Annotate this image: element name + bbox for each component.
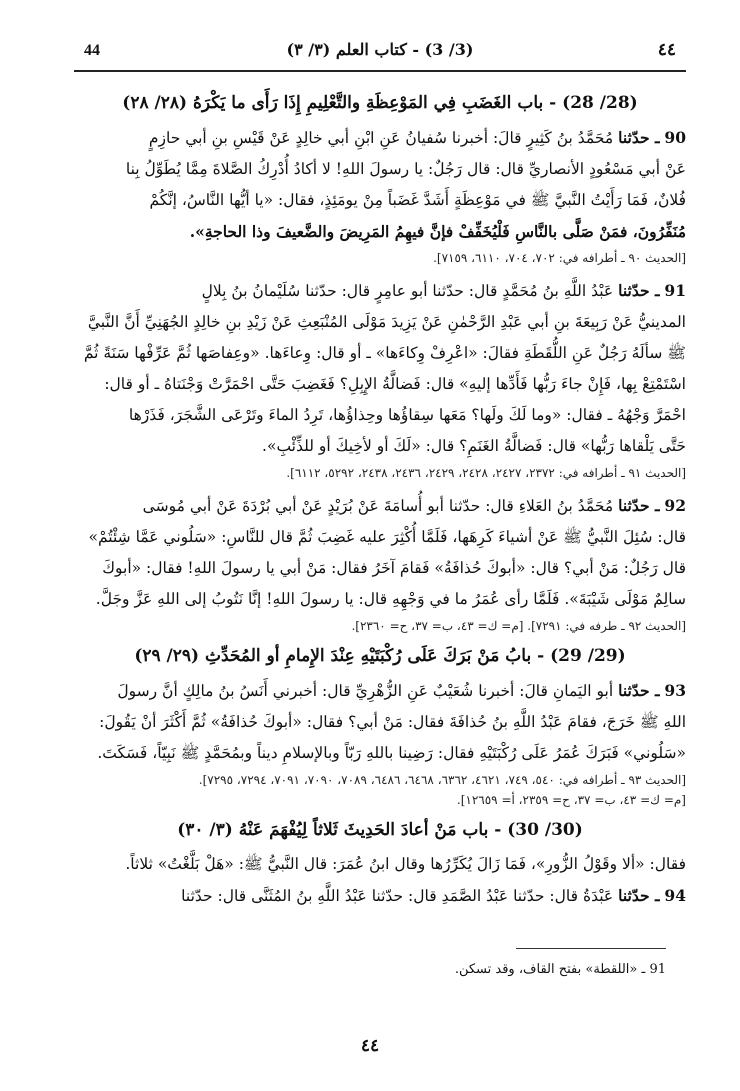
hadith-cross-references: [الحديث ٩٣ ـ أطرافه في: ٥٤٠، ٧٤٩، ٤٦٢١، ٦٣٦٢، ٦٤٦٨، ٦٤٨٦، ٧٠٨٩، ٧٠٩٠، ٧٠٩١، ٧٢٩٤، ٧٢٩٥]. — [198, 773, 686, 787]
hadith-lead: حدّثنا — [618, 886, 650, 905]
page-header — [74, 36, 686, 72]
hadith-text-line: مُحَمَّدُ بنُ العَلاءِ قال: حدّثنا أبو أُسامَةَ عَنْ بُرَيْدٍ عَنْ أبي بُرْدَةَ عَنْ أبي مُوسَى — [142, 497, 614, 515]
hadith-text-line: المدينيُّ عَنْ رَبِيعَةَ بنِ أبي عَبْدِ الرَّحْمٰنِ عَنْ يَزِيدَ مَوْلَى المُنْبَعِثِ عَنْ زَيْدِ بنِ خالِدٍ الجُهَنِيِّ أَنَّ النَّبيَّ — [87, 313, 686, 331]
hadith-text-line: سالِمٌ مَوْلَى شَيْبَةَ». فَلَمَّا رأى عُمَرُ ما في وَجْهِهِ قال: يا رسولَ اللهِ! إنَّا نَتُوبُ إلى اللهِ عَزَّ وجَلَّ. — [95, 590, 686, 608]
hadith-number: 90 — [664, 128, 686, 147]
hadith-cross-references: [الحديث ٩١ ـ أطرافه في: ٢٣٧٢، ٢٤٢٧، ٢٤٢٨، ٢٤٢٩، ٢٤٣٦، ٢٤٣٨، ٥٢٩٢، ٦١١٢]. — [286, 466, 686, 480]
hadith-text-line: فُلانٌ، فَمَا رَأَيْتُ النَّبيَّ ﷺ في مَوْعِظَةٍ أَشَدَّ غَضَباً مِنْ يومَئِذٍ، فقال: «يا أيُّها النَّاسُ، إنَّكُمْ — [149, 191, 686, 209]
hadith-lead: حدّثنا — [618, 681, 650, 700]
page-number-arabic: ٤٤ — [657, 40, 676, 60]
page-number-latin: 44 — [84, 42, 100, 59]
hadith-text-line: أبو اليَمانِ قالَ: أخبرنا شُعَيْبٌ عَنِ الزُّهْرِيِّ قال: أخبرني أَنَسُ بنُ مالِكٍ أنَّ رسولَ — [117, 682, 614, 700]
hadith-90: 90 ـ حدّثنا مُحَمَّدُ بنُ كَثِيرٍ قالَ: أخبرنا سُفيانُ عَنِ ابْنِ أبي خالِدٍ عَنْ قَيْسِ بنِ أبي حازِمٍ عَنْ أبي مَسْعُودٍ الأنصاريِّ قال: قال رَجُلٌ: يا رسولَ اللهِ! لا أكادُ أُدْرِكُ الصَّلاةَ مِمَّا يُطَوِّلُ بِنا فُلانٌ، فَمَا رَأَيْتُ النَّبيَّ ﷺ في مَوْعِظَةٍ أَشَدَّ غَضَباً مِنْ يومَئِذٍ، فقال: «يا أيُّها النَّاسُ، إنَّكُمْ مُنَفِّرُونَ، فمَنْ صَلَّى بالنَّاسِ فَلْيُخَفِّفْ فإنَّ فيهِمُ المَرِيضَ والضَّعيفَ وذا الحاجةِ». [الحديث ٩٠ ـ أطرافه في: ٧٠٢، ٧٠٤، ٦١١٠، ٧١٥٩]. — [74, 122, 686, 267]
hadith-cross-references: [الحديث ٩٠ ـ أطرافه في: ٧٠٢، ٧٠٤، ٦١١٠، ٧١٥٩]. — [433, 251, 686, 265]
hadith-text-line: مُحَمَّدُ بنُ كَثِيرٍ قالَ: أخبرنا سُفيانُ عَنِ ابْنِ أبي خالِدٍ عَنْ قَيْسِ بنِ أبي حازِمٍ — [148, 129, 614, 147]
chapter-30-text: فقال: «ألا وقَوْلُ الزُّورِ»، فَمَا زَالَ يُكَرِّرُها وقال ابنُ عُمَرَ: قال النَّبيُّ ﷺ: «هَلْ بَلَّغْتُ» ثلاثاً. 94 ـ حدّثنا عَبْدَةُ قال: حدّثنا عَبْدُ الصَّمَدِ قال: حدّثنا عَبْدُ اللَّهِ بنُ المُثَنَّى قال: حدّثنا — [74, 849, 686, 912]
hadith-text-line: اللهِ ﷺ خَرَجَ، فقامَ عَبْدُ اللَّهِ بنُ حُذافَةَ فقال: مَنْ أبي؟ فقال: «أبوكَ حُذافَةُ» ثُمَّ أَكْثَرَ أنْ يَقُولَ: — [99, 713, 686, 731]
hadith-text-line: عَنْ أبي مَسْعُودٍ الأنصاريِّ قال: قال رَجُلٌ: يا رسولَ اللهِ! لا أكادُ أُدْرِكُ الصَّلاةَ مِمَّا يُطَوِّلُ بِنا — [125, 160, 686, 178]
hadith-lead: حدّثنا — [618, 281, 650, 300]
page-footer-number: ٤٤ — [360, 1036, 380, 1056]
hadith-number: 91 — [664, 281, 686, 300]
hadith-text-line: اسْتَمْتِعْ بِها، فَإِنْ جاءَ رَبُّها فَأَدِّها إليهِ» قال: فَضالَّةُ الإِبِلِ؟ فَغَضِبَ حَتَّى احْمَرَّتْ وَجْنَتاهُ ـ أو قال: — [104, 375, 686, 393]
hadith-93: 93 ـ حدّثنا أبو اليَمانِ قالَ: أخبرنا شُعَيْبٌ عَنِ الزُّهْرِيِّ قال: أخبرني أَنَسُ بنُ مالِكٍ أنَّ رسولَ اللهِ ﷺ خَرَجَ، فقامَ عَبْدُ اللَّهِ بنُ حُذافَةَ فقال: مَنْ أبي؟ فقال: «أبوكَ حُذافَةُ» ثُمَّ أَكْثَرَ أنْ يَقُولَ: «سَلُوني» فَبَرَكَ عُمَرُ عَلَى رُكْبَتَيْهِ فقال: رَضِينا باللهِ رَبّاً وبالإسلامِ ديناً وبمُحَمَّدٍ ﷺ نَبِيّاً، فَسَكَتَ. [الحديث ٩٣ ـ أطرافه في: ٥٤٠، ٧٤٩، ٤٦٢١، ٦٣٦٢، ٦٤٦٨، ٦٤٨٦، ٧٠٨٩، ٧٠٩٠، ٧٠٩١، ٧٢٩٤، ٧٢٩٥]. [م= ك= ٤٣، ب= ٣٧، ح= ٢٣٥٩، أ= ١٢٦٥٩]. — [74, 675, 686, 809]
hadith-91: 91 ـ حدّثنا عَبْدُ اللَّهِ بنُ مُحَمَّدٍ قال: حدّثنا أبو عامِرٍ قال: حدّثنا سُلَيْمانُ بنُ بِلالٍ المدينيُّ عَنْ رَبِيعَةَ بنِ أبي عَبْدِ الرَّحْمٰنِ عَنْ يَزِيدَ مَوْلَى المُنْبَعِثِ عَنْ زَيْدِ بنِ خالِدٍ الجُهَنِيِّ أَنَّ النَّبيَّ ﷺ سألَهُ رَجُلٌ عَنِ اللُّقَطَةِ فقالَ: «اعْرِفْ وِكاءَها» ـ أو قال: وِعاءَها. «وعِفاصَها ثُمَّ عَرِّفْها سَنَةً ثُمَّ اسْتَمْتِعْ بِها، فَإِنْ جاءَ رَبُّها فَأَدِّها إليهِ» قال: فَضالَّةُ الإِبِلِ؟ فَغَضِبَ حَتَّى احْمَرَّتْ وَجْنَتاهُ ـ أو قال: احْمَرَّ وَجْهُهُ ـ فقال: «وما لَكَ ولَها؟ مَعَها سِقاؤُها وحِذاؤُها، تَرِدُ الماءَ وتَرْعَى الشَّجَرَ، فَذَرْها حَتَّى يَلْقاها رَبُّها» قال: فَضالَّةُ الغَنَمِ؟ قال: «لَكَ أو لأخِيكَ أو للذِّئْبِ». [الحديث ٩١ ـ أطرافه في: ٢٣٧٢، ٢٤٢٧، ٢٤٢٨، ٢٤٢٩، ٢٤٣٦، ٢٤٣٨، ٥٢٩٢، ٦١١٢]. — [74, 275, 686, 482]
hadith-text-line: «سَلُوني» فَبَرَكَ عُمَرُ عَلَى رُكْبَتَيْهِ فقال: رَضِينا باللهِ رَبّاً وبالإسلامِ ديناً وبمُحَمَّدٍ ﷺ نَبِيّاً، فَسَكَتَ. — [97, 744, 686, 762]
chapter-title-30: (30/ 30) - باب مَنْ أعادَ الحَدِيثَ ثَلاثاً لِيُفْهَمَ عَنْهُ (٣/ ٣٠) — [177, 820, 583, 840]
chapter-title-29: (29/ 29) - بابُ مَنْ بَرَكَ عَلَى رُكْبَتَيْهِ عِنْدَ الإِمامِ أو المُحَدِّثِ (٢٩/ ٢٩) — [134, 646, 626, 666]
hadith-text-line: مُنَفِّرُونَ، فمَنْ صَلَّى بالنَّاسِ فَلْيُخَفِّفْ فإنَّ فيهِمُ المَرِيضَ والضَّعيفَ وذا الحاجةِ». — [189, 222, 686, 241]
footnote-divider — [516, 948, 666, 949]
hadith-cross-references: [الحديث ٩٢ ـ طرفه في: ٧٢٩١]. [م= ك= ٤٣، ب= ٣٧، ح= ٢٣٦٠]. — [351, 619, 686, 633]
hadith-number: 94 — [664, 886, 686, 905]
hadith-text-line: فقال: «ألا وقَوْلُ الزُّورِ»، فَمَا زَالَ يُكَرِّرُها وقال ابنُ عُمَرَ: قال النَّبيُّ ﷺ: «هَلْ بَلَّغْتُ» ثلاثاً. — [125, 855, 686, 873]
hadith-text-line: عَبْدُ اللَّهِ بنُ مُحَمَّدٍ قال: حدّثنا أبو عامِرٍ قال: حدّثنا سُلَيْمانُ بنُ بِلالٍ — [201, 282, 614, 300]
page-body — [74, 82, 686, 912]
hadith-text-line: قال رَجُلٌ: مَنْ أبي؟ قال: «أبوكَ حُذافَةُ» فَقامَ آخَرُ فقال: مَنْ أبي يا رسولَ اللهِ! فقال: «أبوكَ — [102, 559, 686, 577]
hadith-lead: حدّثنا — [618, 128, 650, 147]
hadith-text-line: ﷺ سألَهُ رَجُلٌ عَنِ اللُّقَطَةِ فقالَ: «اعْرِفْ وِكاءَها» ـ أو قال: وِعاءَها. «وعِفاصَها ثُمَّ عَرِّفْها سَنَةً ثُمَّ — [83, 344, 686, 362]
hadith-cross-references-2: [م= ك= ٤٣، ب= ٣٧، ح= ٢٣٥٩، أ= ١٢٦٥٩]. — [456, 793, 686, 807]
hadith-number: 92 — [664, 496, 686, 515]
hadith-lead: حدّثنا — [618, 496, 650, 515]
hadith-number: 93 — [664, 681, 686, 700]
running-title: (3/ 3) - كتاب العلم (٣/ ٣) — [286, 40, 474, 59]
hadith-text-line: قال: سُئِلَ النَّبيُّ ﷺ عَنْ أشياءَ كَرِهَها، فَلَمَّا أُكْثِرَ عليه غَضِبَ ثُمَّ قال للنَّاسِ: «سَلُوني عَمَّا شِئْتُمْ» — [88, 528, 686, 546]
hadith-text-line: عَبْدَةُ قال: حدّثنا عَبْدُ الصَّمَدِ قال: حدّثنا عَبْدُ اللَّهِ بنُ المُثَنَّى قال: حدّثنا — [181, 887, 614, 905]
hadith-text-line: حَتَّى يَلْقاها رَبُّها» قال: فَضالَّةُ الغَنَمِ؟ قال: «لَكَ أو لأخِيكَ أو للذِّئْبِ». — [262, 437, 686, 455]
hadith-text-line: احْمَرَّ وَجْهُهُ ـ فقال: «وما لَكَ ولَها؟ مَعَها سِقاؤُها وحِذاؤُها، تَرِدُ الماءَ وتَرْعَى الشَّجَرَ، فَذَرْها — [128, 406, 686, 424]
chapter-title-28: (28/ 28) - باب الغَضَبِ فِي المَوْعِظَةِ والتَّعْلِيمِ إِذَا رَأَى ما يَكْرَهُ (٢٨/ ٢٨) — [122, 93, 638, 113]
footnote: 91 ـ «اللقطة» بفتح القاف، وقد تسكن. — [454, 962, 666, 977]
hadith-92: 92 ـ حدّثنا مُحَمَّدُ بنُ العَلاءِ قال: حدّثنا أبو أُسامَةَ عَنْ بُرَيْدٍ عَنْ أبي بُرْدَةَ عَنْ أبي مُوسَى قال: سُئِلَ النَّبيُّ ﷺ عَنْ أشياءَ كَرِهَها، فَلَمَّا أُكْثِرَ عليه غَضِبَ ثُمَّ قال للنَّاسِ: «سَلُوني عَمَّا شِئْتُمْ» قال رَجُلٌ: مَنْ أبي؟ قال: «أبوكَ حُذافَةُ» فَقامَ آخَرُ فقال: مَنْ أبي يا رسولَ اللهِ! فقال: «أبوكَ سالِمٌ مَوْلَى شَيْبَةَ». فَلَمَّا رأى عُمَرُ ما في وَجْهِهِ قال: يا رسولَ اللهِ! إنَّا نَتُوبُ إلى اللهِ عَزَّ وجَلَّ. [الحديث ٩٢ ـ طرفه في: ٧٢٩١]. [م= ك= ٤٣، ب= ٣٧، ح= ٢٣٦٠]. — [74, 490, 686, 635]
